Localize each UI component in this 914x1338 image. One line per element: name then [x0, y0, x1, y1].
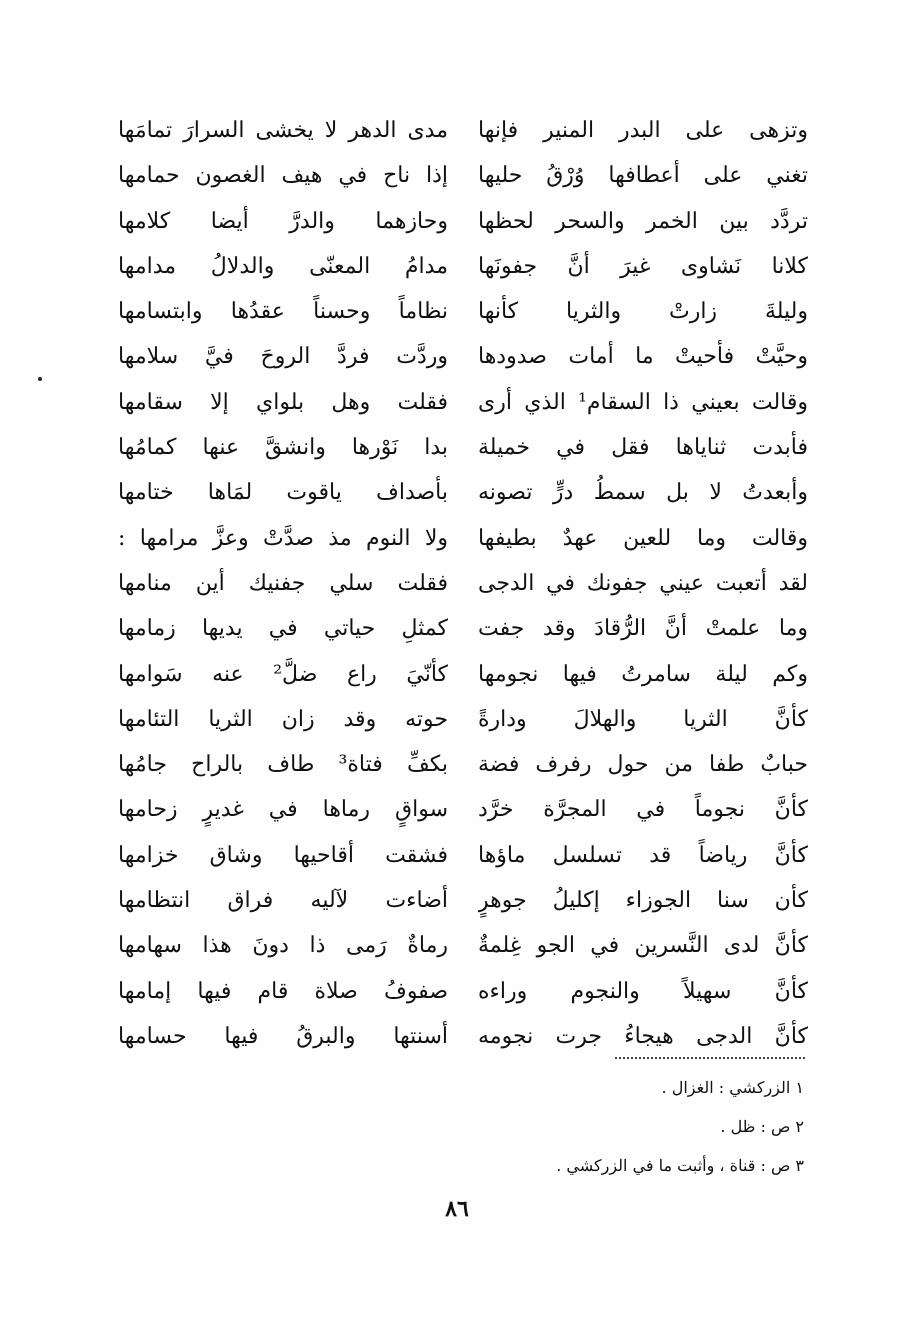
first-hemistich: وقالت بعيني ذا السقام¹ الذي أرى [478, 389, 808, 415]
first-hemistich: تردَّد بين الخمر والسحر لحظها [478, 208, 808, 234]
poem [118, 108, 808, 1059]
footnotes [384, 1068, 804, 1185]
footnote: ٣ ص : قناة ، وأثبت ما في الزركشي . [556, 1156, 804, 1175]
first-hemistich: وما علمتْ أنَّ الرُّقادَ وقد جفت [478, 616, 808, 642]
verse-line [118, 153, 808, 198]
second-hemistich: مدى الدهر لا يخشى السرارَ تمامَها [118, 118, 448, 143]
second-hemistich: صفوفُ صلاة قام فيها إمامها [118, 978, 448, 1004]
first-hemistich: كلانا نَشاوى غيرَ أنَّ جفونَها [478, 253, 808, 279]
verse-line [118, 380, 808, 425]
first-hemistich: كأنَّ الثريا والهلالَ ودارةً [478, 706, 808, 732]
second-hemistich: فشقت أقاحيها وشاق خزامها [118, 842, 448, 868]
first-hemistich: وكم ليلة سامرتُ فيها نجومها [478, 661, 808, 687]
first-hemistich: وحيَّتْ فأحيتْ ما أمات صدودها [478, 344, 808, 370]
verse-line [118, 969, 808, 1014]
verse-line [118, 1014, 808, 1059]
page-number: ٨٦ [445, 1196, 469, 1222]
ink-speck [38, 377, 42, 381]
verse-line [118, 606, 808, 651]
verse-line [118, 878, 808, 923]
verse-line [118, 697, 808, 742]
second-hemistich: وردَّت فردَّ الروحَ فيَّ سلامها [118, 344, 448, 370]
first-hemistich: كأنَّ نجوماً في المجرَّة خرَّد [478, 797, 808, 823]
first-hemistich: لقد أتعبت عيني جفونك في الدجى [478, 570, 808, 596]
verse-line [118, 742, 808, 787]
first-hemistich: وتزهى على البدر المنير فإنها [478, 118, 808, 143]
verse-line [118, 561, 808, 606]
second-hemistich: بأصداف ياقوت لمَاها ختامها [118, 480, 448, 506]
first-hemistich: فأبدت ثناياها فقل في خميلة [478, 435, 808, 461]
second-hemistich: ولا النوم مذ صدَّتْ وعزَّ مرامها : [118, 525, 448, 551]
verse-line [118, 244, 808, 289]
verse-line [118, 787, 808, 832]
second-hemistich: حوته وقد زان الثريا التئامها [118, 706, 448, 732]
second-hemistich: رماةٌ رَمى ذا دونَ هذا سهامها [118, 933, 448, 959]
second-hemistich: كمثلِ حياتي في يديها زمامها [118, 616, 448, 642]
footnote-separator [615, 1057, 805, 1059]
verse-line [118, 923, 808, 968]
first-hemistich: كأنَّ لدى النَّسرين في الجو غِلمةٌ [478, 933, 808, 959]
first-hemistich: وقالت وما للعين عهدٌ بطيفها [478, 525, 808, 551]
verse-line [118, 289, 808, 334]
verse-line [118, 108, 808, 153]
second-hemistich: فقلت وهل بلواي إلا سقامها [118, 389, 448, 415]
second-hemistich: بدا نَوْرها وانشقَّ عنها كمامُها [118, 435, 448, 461]
second-hemistich: كأنّيَ راع ضلَّ² عنه سَوامها [118, 661, 448, 687]
verse-line [118, 516, 808, 561]
first-hemistich: وأبعدتُ لا بل سمطُ درٍّ تصونه [478, 480, 808, 506]
footnote: ١ الزركشي : الغزال . [661, 1078, 804, 1097]
verse-line [118, 334, 808, 379]
second-hemistich: أضاءت لآليه فراق انتظامها [118, 888, 448, 914]
verse-line [118, 833, 808, 878]
verse-line [118, 470, 808, 515]
second-hemistich: إذا ناح في هيف الغصون حمامها [118, 163, 448, 189]
first-hemistich: تغني على أعطافها وُرْقُ حليها [478, 163, 808, 189]
first-hemistich: وليلةَ زارتْ والثريا كأنها [478, 299, 808, 325]
second-hemistich: نظاماً وحسناً عقدُها وابتسامها [118, 299, 448, 325]
second-hemistich: مدامُ المعنّى والدلالُ مدامها [118, 253, 448, 279]
first-hemistich: كأنَّ رياضاً قد تسلسل ماؤها [478, 842, 808, 868]
second-hemistich: فقلت سلي جفنيك أين منامها [118, 570, 448, 596]
first-hemistich: كأن سنا الجوزاء إكليلُ جوهرٍ [478, 888, 808, 914]
first-hemistich: كأنَّ سهيلاً والنجوم وراءه [478, 978, 808, 1004]
first-hemistich: حبابٌ طفا من حول رفرف فضة [478, 752, 808, 778]
second-hemistich: وحازهما والدرَّ أيضا كلامها [118, 208, 448, 234]
verse-line [118, 425, 808, 470]
second-hemistich: بكفِّ فتاة³ طاف بالراح جامُها [118, 752, 448, 778]
verse-line [118, 652, 808, 697]
verse-line [118, 199, 808, 244]
second-hemistich: سواقٍ رماها في غديرٍ زحامها [118, 797, 448, 823]
footnote: ٢ ص : ظل . [720, 1117, 804, 1136]
first-hemistich: كأنَّ الدجى هيجاءُ جرت نجومه [478, 1023, 808, 1049]
second-hemistich: أسنتها والبرقُ فيها حسامها [118, 1023, 448, 1049]
